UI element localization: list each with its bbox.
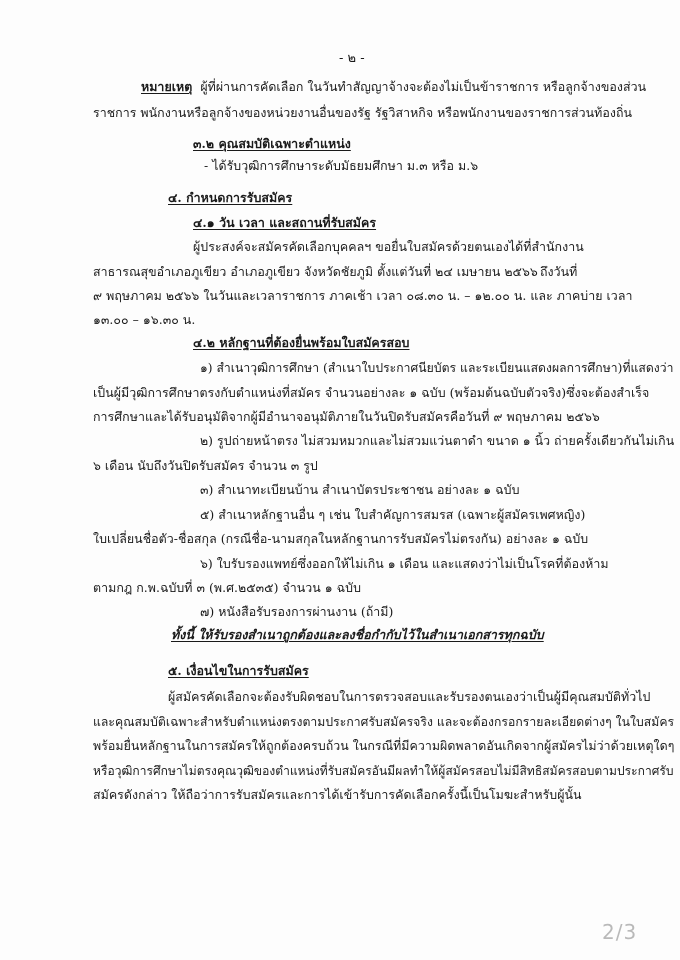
section-4-heading: ๔. กำหนดการรับสมัคร: [168, 190, 293, 205]
section-5-heading: ๕. เงื่อนไขในการรับสมัคร: [168, 663, 309, 678]
section-5-line-1: ผู้สมัครคัดเลือกจะต้องรับผิดชอบในการตรวจสอบและรับรองตนเองว่าเป็นผู้มีคุณสมบัติทั่วไป: [168, 689, 651, 704]
section-4-2-item-2b: ๖ เดือน นับถึงวันปิดรับสมัคร จำนวน ๓ รูป: [93, 458, 318, 473]
section-4-2-heading: ๔.๒ หลักฐานที่ต้องยื่นพร้อมใบสมัครสอบ: [193, 335, 410, 350]
section-4-2-item-1b: เป็นผู้มีวุฒิการศึกษาตรงกับตำแหน่งที่สมัคร จำนวนอย่างละ ๑ ฉบับ (พร้อมต้นฉบับตัวจริง)ซึ่งจะต้องสำเร็จ: [93, 385, 650, 400]
section-4-2-item-7: ๗) หนังสือรับรองการผ่านงาน (ถ้ามี): [200, 604, 394, 619]
note-text-1: ผู้ที่ผ่านการคัดเลือก ในวันทำสัญญาจ้างจะต้องไม่เป็นข้าราชการ หรือลูกจ้างของส่วน: [200, 79, 647, 94]
section-4-1-line-4: ๑๓.๐๐ – ๑๖.๓๐ น.: [93, 312, 196, 327]
section-4-2-item-6b: ตามกฎ ก.พ.ฉบับที่ ๓ (พ.ศ.๒๕๓๕) จำนวน ๑ ฉบับ: [93, 580, 362, 595]
note-line-2: ราชการ พนักงานหรือลูกจ้างของหน่วยงานอื่นของรัฐ รัฐวิสาหกิจ หรือพนักงานของราชการส่วนท้องถิ่น: [93, 105, 633, 120]
section-4-2-item-6a: ๖) ใบรับรองแพทย์ซึ่งออกให้ไม่เกิน ๑ เดือน และแสดงว่าไม่เป็นโรคที่ต้องห้าม: [200, 556, 609, 571]
section-3-2-heading: ๓.๒ คุณสมบัติเฉพาะตำแหน่ง: [193, 136, 351, 151]
section-4-1-line-2: สาธารณสุขอำเภอภูเขียว อำเภอภูเขียว จังหวัดชัยภูมิ ตั้งแต่วันที่ ๒๔ เมษายน ๒๕๖๖: [93, 264, 538, 279]
section-5-line-4: หรือวุฒิการศึกษาไม่ตรงคุณวุฒิของตำแหน่งที่รับสมัครอันมีผลทำให้ผู้สมัครสอบไม่มีสิทธิสมัครสอบตามประกาศรับ: [93, 763, 674, 778]
section-3-2-item: - ได้รับวุฒิการศึกษาระดับมัธยมศึกษา ม.๓ หรือ ม.๖: [204, 158, 479, 173]
section-5-line-5: สมัครดังกล่าว ให้ถือว่าการรับสมัครและการได้เข้ารับการคัดเลือกครั้งนี้เป็นโมฆะสำหรับผู้นั้น: [93, 787, 582, 802]
section-4-1-line-2-end: ถึงวันที่: [540, 264, 578, 279]
note-line-1: [141, 78, 646, 95]
section-5-line-2: และคุณสมบัติเฉพาะสำหรับตำแหน่งตรงตามประกาศรับสมัครจริง และจะต้องกรอกรายละเอียดต่างๆ ในใบสมัคร: [93, 714, 675, 729]
section-5-line-3: พร้อมยื่นหลักฐานในการสมัครให้ถูกต้องครบถ้วน ในกรณีที่มีความผิดพลาดอันเกิดจากผู้สมัครไม่ว่าด้วยเหตุใดๆ: [93, 738, 675, 753]
section-4-2-item-1a: ๑) สำเนาวุฒิการศึกษา (สำเนาใบประกาศนียบัตร และระเบียนแสดงผลการศึกษา)ที่แสดงว่า: [200, 360, 674, 375]
section-4-2-item-3: ๓) สำเนาทะเบียนบ้าน สำเนาบัตรประชาชน อย่างละ ๑ ฉบับ: [200, 482, 520, 497]
section-4-1-line-1: ผู้ประสงค์จะสมัครคัดเลือกบุคคลฯ ขอยื่นใบสมัครด้วยตนเองได้ที่สำนักงาน: [193, 239, 584, 254]
section-4-2-item-5a: ๕) สำเนาหลักฐานอื่น ๆ เช่น ใบสำคัญการสมรส (เฉพาะผู้สมัครเพศหญิง): [200, 507, 586, 522]
section-4-1-line-3: ๙ พฤษภาคม ๒๕๖๖ ในวันและเวลาราชการ ภาคเช้า เวลา ๐๘.๓๐ น. – ๑๒.๐๐ น. และ ภาคบ่าย เวลา: [93, 288, 633, 303]
section-4-2-item-5b: ใบเปลี่ยนชื่อตัว-ชื่อสกุล (กรณีชื่อ-นามสกุลในหลักฐานการรับสมัครไม่ตรงกัน) อย่างละ ๑ ฉบับ: [93, 531, 589, 546]
section-4-2-item-2a: ๒) รูปถ่ายหน้าตรง ไม่สวมหมวกและไม่สวมแว่นตาดำ ขนาด ๑ นิ้ว ถ่ายครั้งเดียวกันไม่เกิน: [200, 433, 675, 448]
section-4-2-item-1c: การศึกษาและได้รับอนุมัติจากผู้มีอำนาจอนุมัติภายในวันปิดรับสมัครคือวันที่ ๙ พฤษภาคม ๒๕๖๖: [93, 409, 600, 424]
page-indicator: 2/3: [602, 920, 638, 944]
section-4-1-heading: ๔.๑ วัน เวลา และสถานที่รับสมัคร: [193, 215, 377, 230]
page-number: - ๒ -: [339, 51, 365, 66]
certify-emphasis: ทั้งนี้ ให้รับรองสำเนาถูกต้องและลงชื่อกำกับไว้ในสำเนาเอกสารทุกฉบับ: [171, 627, 544, 642]
note-label: หมายเหตุ: [141, 79, 193, 94]
